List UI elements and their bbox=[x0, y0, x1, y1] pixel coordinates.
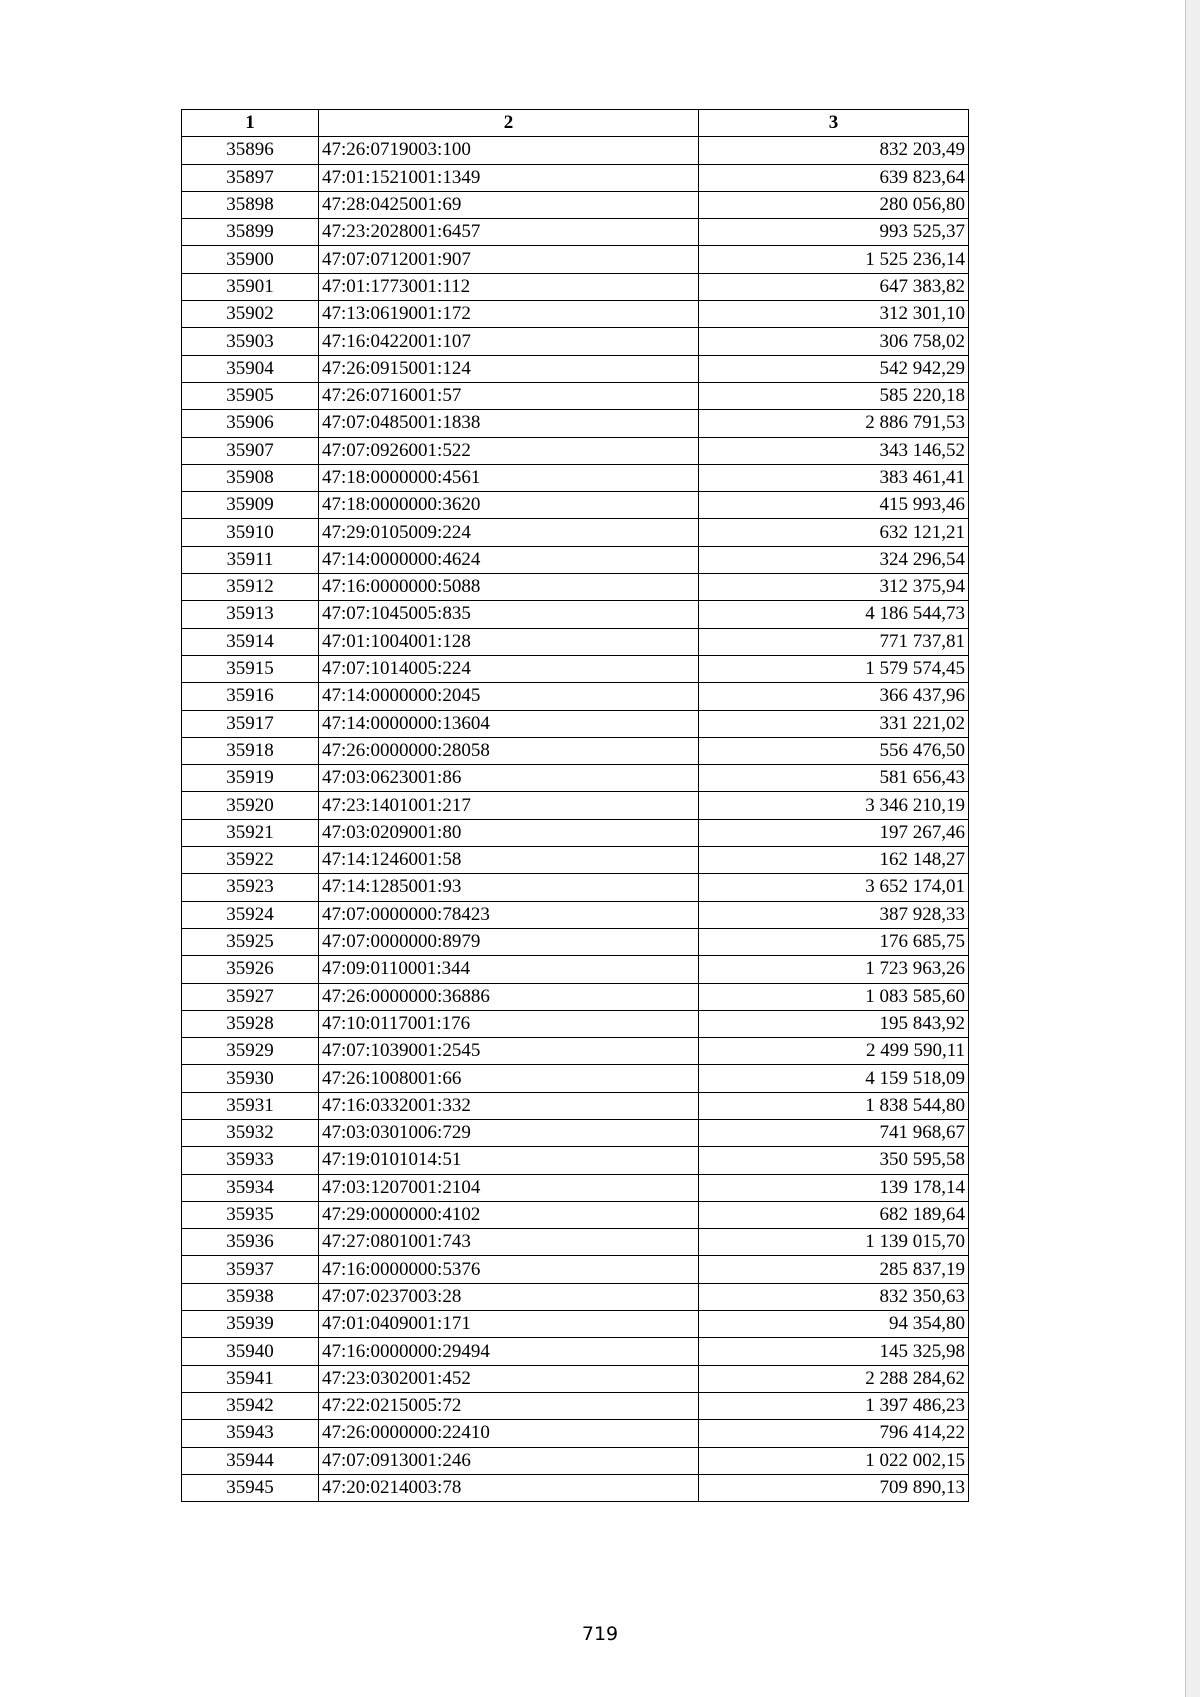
cadastral-number-cell: 47:07:1039001:2545 bbox=[319, 1038, 699, 1065]
cadastral-number-cell: 47:07:0913001:246 bbox=[319, 1447, 699, 1474]
table-row bbox=[182, 737, 969, 764]
row-number-cell: 35934 bbox=[182, 1174, 319, 1201]
cadastral-number-cell: 47:07:0000000:8979 bbox=[319, 928, 699, 955]
row-number-cell: 35913 bbox=[182, 601, 319, 628]
cadastral-number-cell: 47:01:1773001:112 bbox=[319, 273, 699, 300]
row-number-cell: 35912 bbox=[182, 574, 319, 601]
table-row bbox=[182, 792, 969, 819]
cadastral-number-cell: 47:14:1246001:58 bbox=[319, 847, 699, 874]
cadastral-value-cell: 771 737,81 bbox=[699, 628, 969, 655]
page-number: 719 bbox=[581, 1623, 619, 1645]
row-number-cell: 35939 bbox=[182, 1311, 319, 1338]
cadastral-value-cell: 1 838 544,80 bbox=[699, 1092, 969, 1119]
cadastral-number-cell: 47:14:0000000:2045 bbox=[319, 683, 699, 710]
table-row bbox=[182, 847, 969, 874]
table-row bbox=[182, 1174, 969, 1201]
table-row bbox=[182, 874, 969, 901]
cadastral-number-cell: 47:23:1401001:217 bbox=[319, 792, 699, 819]
cadastral-value-cell: 542 942,29 bbox=[699, 355, 969, 382]
cadastral-number-cell: 47:19:0101014:51 bbox=[319, 1147, 699, 1174]
row-number-cell: 35933 bbox=[182, 1147, 319, 1174]
table-row bbox=[182, 1420, 969, 1447]
table-row bbox=[182, 574, 969, 601]
row-number-cell: 35943 bbox=[182, 1420, 319, 1447]
table-header-row bbox=[182, 110, 969, 137]
cadastral-value-cell: 366 437,96 bbox=[699, 683, 969, 710]
cadastral-number-cell: 47:07:0485001:1838 bbox=[319, 410, 699, 437]
cadastral-value-cell: 832 350,63 bbox=[699, 1283, 969, 1310]
cadastral-number-cell: 47:26:0719003:100 bbox=[319, 137, 699, 164]
row-number-cell: 35903 bbox=[182, 328, 319, 355]
cadastral-value-cell: 162 148,27 bbox=[699, 847, 969, 874]
table-row bbox=[182, 1283, 969, 1310]
row-number-cell: 35902 bbox=[182, 301, 319, 328]
cadastral-number-cell: 47:07:0000000:78423 bbox=[319, 901, 699, 928]
table-row bbox=[182, 710, 969, 737]
cadastral-number-cell: 47:23:2028001:6457 bbox=[319, 219, 699, 246]
cadastral-number-cell: 47:14:0000000:4624 bbox=[319, 546, 699, 573]
cadastral-number-cell: 47:16:0000000:5376 bbox=[319, 1256, 699, 1283]
table-row bbox=[182, 1065, 969, 1092]
table-row bbox=[182, 1038, 969, 1065]
table-row bbox=[182, 519, 969, 546]
table-row bbox=[182, 956, 969, 983]
row-number-cell: 35915 bbox=[182, 655, 319, 682]
table-row bbox=[182, 983, 969, 1010]
table-row bbox=[182, 1256, 969, 1283]
row-number-cell: 35926 bbox=[182, 956, 319, 983]
cadastral-value-cell: 145 325,98 bbox=[699, 1338, 969, 1365]
cadastral-number-cell: 47:20:0214003:78 bbox=[319, 1474, 699, 1501]
cadastral-number-cell: 47:03:1207001:2104 bbox=[319, 1174, 699, 1201]
table-row bbox=[182, 901, 969, 928]
table-body bbox=[182, 137, 969, 1502]
table-row bbox=[182, 1229, 969, 1256]
table-row bbox=[182, 355, 969, 382]
table-row bbox=[182, 1010, 969, 1037]
cadastral-value-cell: 2 886 791,53 bbox=[699, 410, 969, 437]
cadastral-value-cell: 383 461,41 bbox=[699, 464, 969, 491]
cadastral-value-cell: 832 203,49 bbox=[699, 137, 969, 164]
cadastral-number-cell: 47:07:0712001:907 bbox=[319, 246, 699, 273]
row-number-cell: 35916 bbox=[182, 683, 319, 710]
cadastral-number-cell: 47:07:1045005:835 bbox=[319, 601, 699, 628]
column-header-2: 2 bbox=[319, 110, 699, 137]
row-number-cell: 35920 bbox=[182, 792, 319, 819]
row-number-cell: 35918 bbox=[182, 737, 319, 764]
cadastral-value-cell: 581 656,43 bbox=[699, 765, 969, 792]
table-row bbox=[182, 628, 969, 655]
row-number-cell: 35941 bbox=[182, 1365, 319, 1392]
row-number-cell: 35907 bbox=[182, 437, 319, 464]
row-number-cell: 35900 bbox=[182, 246, 319, 273]
cadastral-number-cell: 47:26:0000000:36886 bbox=[319, 983, 699, 1010]
page-edge bbox=[1185, 0, 1200, 1697]
cadastral-number-cell: 47:03:0301006:729 bbox=[319, 1119, 699, 1146]
table-row bbox=[182, 1365, 969, 1392]
table-row bbox=[182, 546, 969, 573]
cadastral-number-cell: 47:16:0422001:107 bbox=[319, 328, 699, 355]
cadastral-number-cell: 47:14:0000000:13604 bbox=[319, 710, 699, 737]
cadastral-number-cell: 47:10:0117001:176 bbox=[319, 1010, 699, 1037]
cadastral-number-cell: 47:29:0105009:224 bbox=[319, 519, 699, 546]
cadastral-value-cell: 343 146,52 bbox=[699, 437, 969, 464]
cadastral-value-cell: 2 499 590,11 bbox=[699, 1038, 969, 1065]
table-row bbox=[182, 464, 969, 491]
cadastral-value-cell: 993 525,37 bbox=[699, 219, 969, 246]
row-number-cell: 35909 bbox=[182, 492, 319, 519]
row-number-cell: 35927 bbox=[182, 983, 319, 1010]
table-row bbox=[182, 1338, 969, 1365]
cadastral-number-cell: 47:01:1004001:128 bbox=[319, 628, 699, 655]
row-number-cell: 35937 bbox=[182, 1256, 319, 1283]
row-number-cell: 35899 bbox=[182, 219, 319, 246]
cadastral-number-cell: 47:03:0623001:86 bbox=[319, 765, 699, 792]
table-row bbox=[182, 1474, 969, 1501]
row-number-cell: 35930 bbox=[182, 1065, 319, 1092]
cadastral-value-cell: 1 139 015,70 bbox=[699, 1229, 969, 1256]
row-number-cell: 35897 bbox=[182, 164, 319, 191]
cadastral-value-cell: 741 968,67 bbox=[699, 1119, 969, 1146]
cadastral-value-cell: 709 890,13 bbox=[699, 1474, 969, 1501]
row-number-cell: 35945 bbox=[182, 1474, 319, 1501]
cadastral-value-cell: 1 022 002,15 bbox=[699, 1447, 969, 1474]
cadastral-value-cell: 285 837,19 bbox=[699, 1256, 969, 1283]
table-row bbox=[182, 437, 969, 464]
table-row bbox=[182, 1392, 969, 1419]
row-number-cell: 35935 bbox=[182, 1201, 319, 1228]
cadastral-value-cell: 632 121,21 bbox=[699, 519, 969, 546]
cadastral-number-cell: 47:07:0237003:28 bbox=[319, 1283, 699, 1310]
cadastral-value-cell: 639 823,64 bbox=[699, 164, 969, 191]
cadastral-value-cell: 195 843,92 bbox=[699, 1010, 969, 1037]
cadastral-number-cell: 47:23:0302001:452 bbox=[319, 1365, 699, 1392]
cadastral-number-cell: 47:01:1521001:1349 bbox=[319, 164, 699, 191]
cadastral-value-cell: 139 178,14 bbox=[699, 1174, 969, 1201]
cadastral-number-cell: 47:16:0000000:29494 bbox=[319, 1338, 699, 1365]
table-row bbox=[182, 191, 969, 218]
cadastral-value-cell: 796 414,22 bbox=[699, 1420, 969, 1447]
cadastral-value-cell: 387 928,33 bbox=[699, 901, 969, 928]
cadastral-value-table bbox=[181, 109, 969, 1502]
cadastral-value-cell: 3 346 210,19 bbox=[699, 792, 969, 819]
table-row bbox=[182, 246, 969, 273]
table-row bbox=[182, 765, 969, 792]
row-number-cell: 35924 bbox=[182, 901, 319, 928]
table-row bbox=[182, 601, 969, 628]
table-row bbox=[182, 1119, 969, 1146]
column-header-1: 1 bbox=[182, 110, 319, 137]
table-row bbox=[182, 137, 969, 164]
cadastral-value-cell: 324 296,54 bbox=[699, 546, 969, 573]
cadastral-value-cell: 556 476,50 bbox=[699, 737, 969, 764]
cadastral-value-cell: 312 375,94 bbox=[699, 574, 969, 601]
cadastral-value-cell: 94 354,80 bbox=[699, 1311, 969, 1338]
cadastral-value-cell: 1 397 486,23 bbox=[699, 1392, 969, 1419]
row-number-cell: 35942 bbox=[182, 1392, 319, 1419]
cadastral-value-cell: 3 652 174,01 bbox=[699, 874, 969, 901]
table-row bbox=[182, 1311, 969, 1338]
cadastral-value-cell: 197 267,46 bbox=[699, 819, 969, 846]
row-number-cell: 35906 bbox=[182, 410, 319, 437]
table-row bbox=[182, 301, 969, 328]
cadastral-number-cell: 47:26:0000000:22410 bbox=[319, 1420, 699, 1447]
column-header-3: 3 bbox=[699, 110, 969, 137]
row-number-cell: 35929 bbox=[182, 1038, 319, 1065]
row-number-cell: 35904 bbox=[182, 355, 319, 382]
row-number-cell: 35919 bbox=[182, 765, 319, 792]
cadastral-value-cell: 312 301,10 bbox=[699, 301, 969, 328]
cadastral-number-cell: 47:26:0000000:28058 bbox=[319, 737, 699, 764]
cadastral-number-cell: 47:09:0110001:344 bbox=[319, 956, 699, 983]
row-number-cell: 35944 bbox=[182, 1447, 319, 1474]
cadastral-value-cell: 647 383,82 bbox=[699, 273, 969, 300]
table-row bbox=[182, 928, 969, 955]
table-row bbox=[182, 382, 969, 409]
cadastral-number-cell: 47:07:1014005:224 bbox=[319, 655, 699, 682]
row-number-cell: 35931 bbox=[182, 1092, 319, 1119]
cadastral-number-cell: 47:29:0000000:4102 bbox=[319, 1201, 699, 1228]
row-number-cell: 35917 bbox=[182, 710, 319, 737]
cadastral-number-cell: 47:26:1008001:66 bbox=[319, 1065, 699, 1092]
cadastral-value-cell: 280 056,80 bbox=[699, 191, 969, 218]
cadastral-number-cell: 47:07:0926001:522 bbox=[319, 437, 699, 464]
row-number-cell: 35911 bbox=[182, 546, 319, 573]
cadastral-value-cell: 4 186 544,73 bbox=[699, 601, 969, 628]
cadastral-number-cell: 47:16:0332001:332 bbox=[319, 1092, 699, 1119]
cadastral-value-cell: 350 595,58 bbox=[699, 1147, 969, 1174]
row-number-cell: 35910 bbox=[182, 519, 319, 546]
cadastral-value-cell: 1 723 963,26 bbox=[699, 956, 969, 983]
table-row bbox=[182, 1201, 969, 1228]
table-row bbox=[182, 410, 969, 437]
cadastral-value-cell: 306 758,02 bbox=[699, 328, 969, 355]
row-number-cell: 35940 bbox=[182, 1338, 319, 1365]
cadastral-number-cell: 47:28:0425001:69 bbox=[319, 191, 699, 218]
cadastral-number-cell: 47:26:0716001:57 bbox=[319, 382, 699, 409]
cadastral-number-cell: 47:22:0215005:72 bbox=[319, 1392, 699, 1419]
table-row bbox=[182, 219, 969, 246]
table-row bbox=[182, 164, 969, 191]
row-number-cell: 35921 bbox=[182, 819, 319, 846]
row-number-cell: 35928 bbox=[182, 1010, 319, 1037]
cadastral-value-cell: 1 083 585,60 bbox=[699, 983, 969, 1010]
table-row bbox=[182, 328, 969, 355]
cadastral-number-cell: 47:18:0000000:4561 bbox=[319, 464, 699, 491]
cadastral-number-cell: 47:16:0000000:5088 bbox=[319, 574, 699, 601]
cadastral-number-cell: 47:13:0619001:172 bbox=[319, 301, 699, 328]
row-number-cell: 35908 bbox=[182, 464, 319, 491]
table-row bbox=[182, 273, 969, 300]
cadastral-value-cell: 585 220,18 bbox=[699, 382, 969, 409]
table-row bbox=[182, 655, 969, 682]
row-number-cell: 35905 bbox=[182, 382, 319, 409]
cadastral-number-cell: 47:03:0209001:80 bbox=[319, 819, 699, 846]
table-row bbox=[182, 492, 969, 519]
row-number-cell: 35922 bbox=[182, 847, 319, 874]
cadastral-value-cell: 1 579 574,45 bbox=[699, 655, 969, 682]
row-number-cell: 35914 bbox=[182, 628, 319, 655]
cadastral-number-cell: 47:01:0409001:171 bbox=[319, 1311, 699, 1338]
table-row bbox=[182, 1147, 969, 1174]
table-row bbox=[182, 1092, 969, 1119]
cadastral-value-cell: 682 189,64 bbox=[699, 1201, 969, 1228]
cadastral-number-cell: 47:18:0000000:3620 bbox=[319, 492, 699, 519]
cadastral-value-cell: 4 159 518,09 bbox=[699, 1065, 969, 1092]
row-number-cell: 35938 bbox=[182, 1283, 319, 1310]
cadastral-value-cell: 176 685,75 bbox=[699, 928, 969, 955]
table-row bbox=[182, 1447, 969, 1474]
cadastral-value-cell: 331 221,02 bbox=[699, 710, 969, 737]
cadastral-number-cell: 47:26:0915001:124 bbox=[319, 355, 699, 382]
row-number-cell: 35936 bbox=[182, 1229, 319, 1256]
row-number-cell: 35925 bbox=[182, 928, 319, 955]
row-number-cell: 35923 bbox=[182, 874, 319, 901]
cadastral-value-cell: 1 525 236,14 bbox=[699, 246, 969, 273]
row-number-cell: 35896 bbox=[182, 137, 319, 164]
table-row bbox=[182, 683, 969, 710]
row-number-cell: 35932 bbox=[182, 1119, 319, 1146]
row-number-cell: 35898 bbox=[182, 191, 319, 218]
cadastral-value-cell: 2 288 284,62 bbox=[699, 1365, 969, 1392]
cadastral-number-cell: 47:14:1285001:93 bbox=[319, 874, 699, 901]
row-number-cell: 35901 bbox=[182, 273, 319, 300]
cadastral-number-cell: 47:27:0801001:743 bbox=[319, 1229, 699, 1256]
table-row bbox=[182, 819, 969, 846]
cadastral-value-cell: 415 993,46 bbox=[699, 492, 969, 519]
